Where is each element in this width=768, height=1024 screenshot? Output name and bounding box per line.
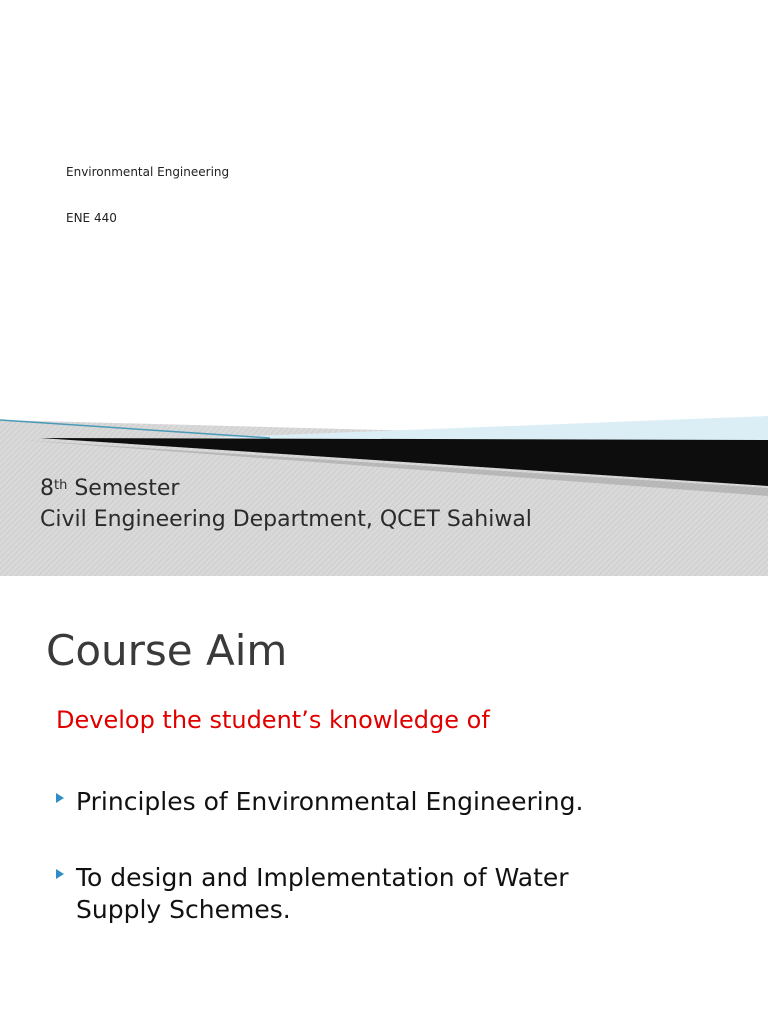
bullet-arrow-icon [56,793,64,803]
course-aim-slide [0,576,768,1024]
semester-line: 8th Semester [40,476,180,501]
slide-subtitle: Develop the student’s knowledge of [56,706,490,734]
course-code: ENE 440 [66,211,117,225]
bullet-item: To design and Implementation of Water Supply Schemes. [56,862,696,926]
department-line: Civil Engineering Department, QCET Sahiwal [40,507,532,532]
course-name: Environmental Engineering [66,165,230,179]
slide-title: Course Aim [46,626,288,675]
bullet-item: Principles of Environmental Engineering. [56,786,583,818]
bullet-arrow-icon [56,869,64,879]
